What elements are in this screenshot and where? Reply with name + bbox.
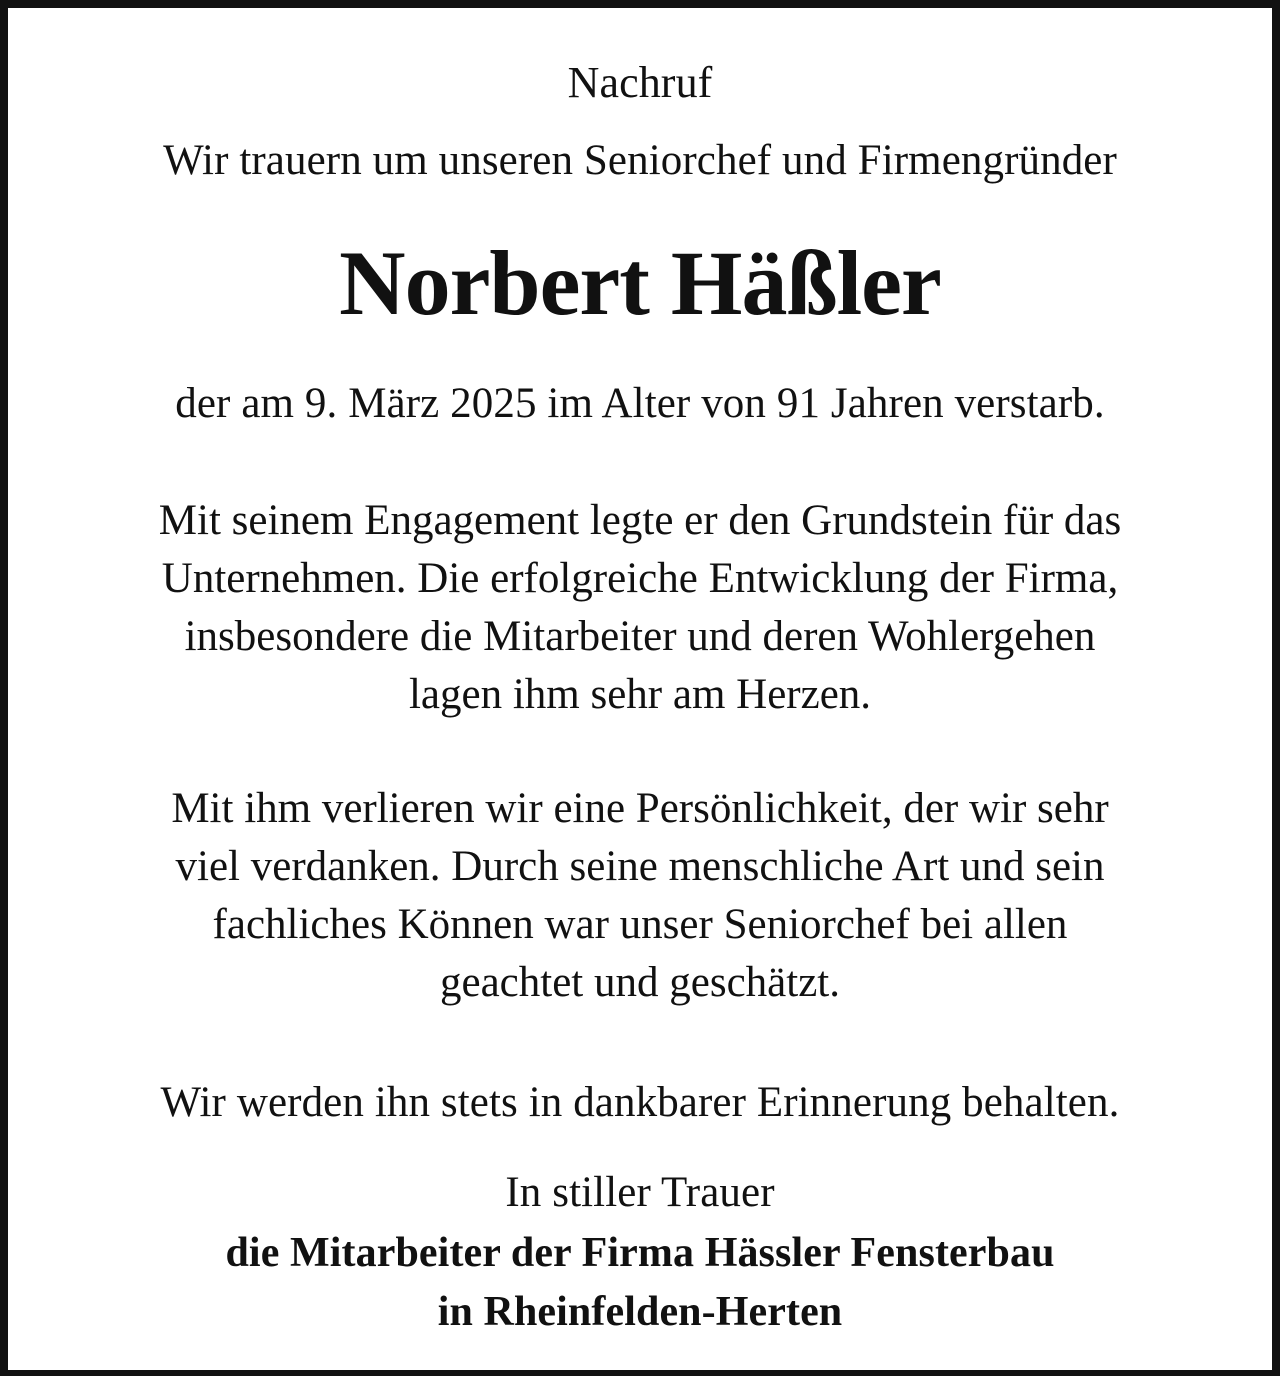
tribute-paragraph-2-line: Mit ihm verlieren wir eine Persönlichkeit, der wir sehr — [171, 785, 1109, 832]
intro-line: Wir trauern um unseren Seniorchef und Firmengründer — [163, 137, 1117, 184]
obituary-heading: Nachruf — [567, 58, 713, 107]
tribute-paragraph-2 — [0, 780, 1280, 1012]
tribute-paragraph-2-line: viel verdanken. Durch seine menschliche Art und sein — [175, 843, 1105, 890]
tribute-paragraph-1-line: Unternehmen. Die erfolgreiche Entwicklung der Firma, — [161, 555, 1119, 602]
signature-line-1: die Mitarbeiter der Firma Hässler Fensterbau — [225, 1230, 1055, 1276]
tribute-paragraph-1-line: Mit seinem Engagement legte er den Grundstein für das — [158, 497, 1122, 544]
tribute-paragraph-2-line: fachliches Können war unser Seniorchef bei allen — [212, 901, 1068, 948]
mourning-line: In stiller Trauer — [505, 1169, 775, 1216]
remembrance-line: Wir werden ihn stets in dankbarer Erinnerung behalten. — [160, 1079, 1120, 1126]
tribute-paragraph-1-line: insbesondere die Mitarbeiter und deren Wohlergehen — [184, 613, 1096, 660]
tribute-paragraph-1-line: lagen ihm sehr am Herzen. — [408, 671, 872, 718]
death-date-line: der am 9. März 2025 im Alter von 91 Jahren verstarb. — [175, 380, 1105, 427]
signature-line-2: in Rheinfelden-Herten — [437, 1289, 843, 1335]
tribute-paragraph-1 — [0, 492, 1280, 724]
tribute-paragraph-2-line: geachtet und geschätzt. — [440, 959, 840, 1006]
deceased-name: Norbert Häßler — [339, 232, 941, 334]
